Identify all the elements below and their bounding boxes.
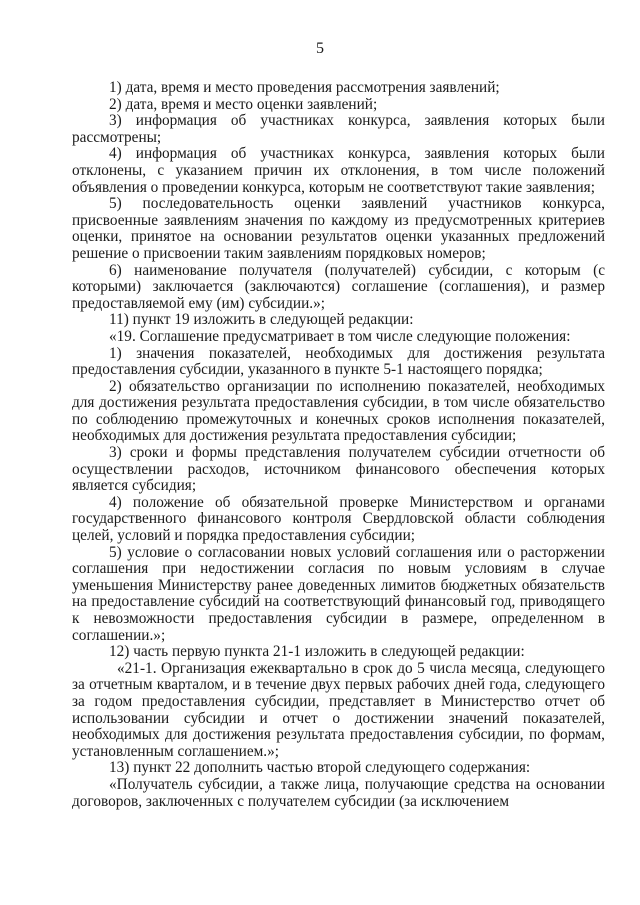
paragraph-item-1: 1) дата, время и место проведения рассмотрения заявлений; xyxy=(109,79,500,96)
paragraph-clause-19-item-5: 5) условие о согласовании новых условий соглашения или о расторжении соглашения при недостижении согласия по новым условиям в случае уменьшения Министерству ранее доведенных лимитов бюджетных обязательств на предоставление субсидий на соответствующий финансовый год, приводящего к невозможности предоставления субсидии в размере, определенном в соглашении.»; xyxy=(72,543,605,644)
paragraph-item-4: 4) информация об участниках конкурса, заявления которых были отклонены, с указанием причин их отклонения, в том числе положений объявления о проведении конкурса, которым не соответствуют такие заявления; xyxy=(72,145,605,196)
paragraph-item-5: 5) последовательность оценки заявлений участников конкурса, присвоенные заявлениям значения по каждому из предусмотренных критериев оценки, принятое на основании результатов оценки указанных предложений решение о присвоении таким заявлениям порядковых номеров; xyxy=(72,195,605,262)
paragraph-clause-19-item-3: 3) сроки и формы представления получателем субсидии отчетности об осуществлении расходов, источником финансового обеспечения которых является субсидия; xyxy=(72,444,605,495)
paragraph-amendment-13: 13) пункт 22 дополнить частью второй следующего содержания: xyxy=(109,759,531,777)
paragraph-clause-22-part-2: «Получатель субсидии, а также лица, получающие средства на основании договоров, заключенных с получателем субсидии (за исключением xyxy=(72,775,605,810)
paragraph-clause-19: «19. Соглашение предусматривает в том числе следующие положения: xyxy=(109,327,571,345)
paragraph-item-6: 6) наименование получателя (получателей) субсидии, с которым (с которыми) заключается (заключаются) соглашение (соглашения), и размер предоставляемой ему (им) субсидии.»; xyxy=(72,261,605,312)
page-number: 5 xyxy=(316,40,324,57)
paragraph-item-3: 3) информация об участниках конкурса, заявления которых были рассмотрены; xyxy=(72,112,605,146)
document-body xyxy=(72,80,605,810)
paragraph-amendment-12: 12) часть первую пункта 21-1 изложить в следующей редакции: xyxy=(109,643,525,661)
paragraph-clause-19-item-4: 4) положение об обязательной проверке Министерством и органами государственного финансового контроля Свердловской области соблюдения целей, условий и порядка предоставления субсидии; xyxy=(72,493,605,545)
paragraph-item-2: 2) дата, время и место оценки заявлений; xyxy=(109,95,378,113)
paragraph-clause-19-item-2: 2) обязательство организации по исполнению показателей, необходимых для достижения результата предоставления субсидии, в том числе обязательство по соблюдению промежуточных и конечных сроков исполнения показателей, необходимых для достижения результата предоставления субсидии; xyxy=(72,377,605,445)
paragraph-clause-21-1: «21-1. Организация ежеквартально в срок до 5 числа месяца, следующего за отчетным кварталом, и в течение двух первых рабочих дней года, следующего за годом предоставления субсидии, представляет в Министерство отчет об использовании субсидии и отчет о достижении значений показателей, необходимых для достижения результата предоставления субсидии, по формам, установленным соглашением.»; xyxy=(72,659,605,760)
paragraph-amendment-11: 11) пункт 19 изложить в следующей редакции: xyxy=(109,311,414,329)
paragraph-clause-19-item-1: 1) значения показателей, необходимых для достижения результата предоставления субсидии, указанного в пункте 5-1 настоящего порядка; xyxy=(72,344,605,379)
